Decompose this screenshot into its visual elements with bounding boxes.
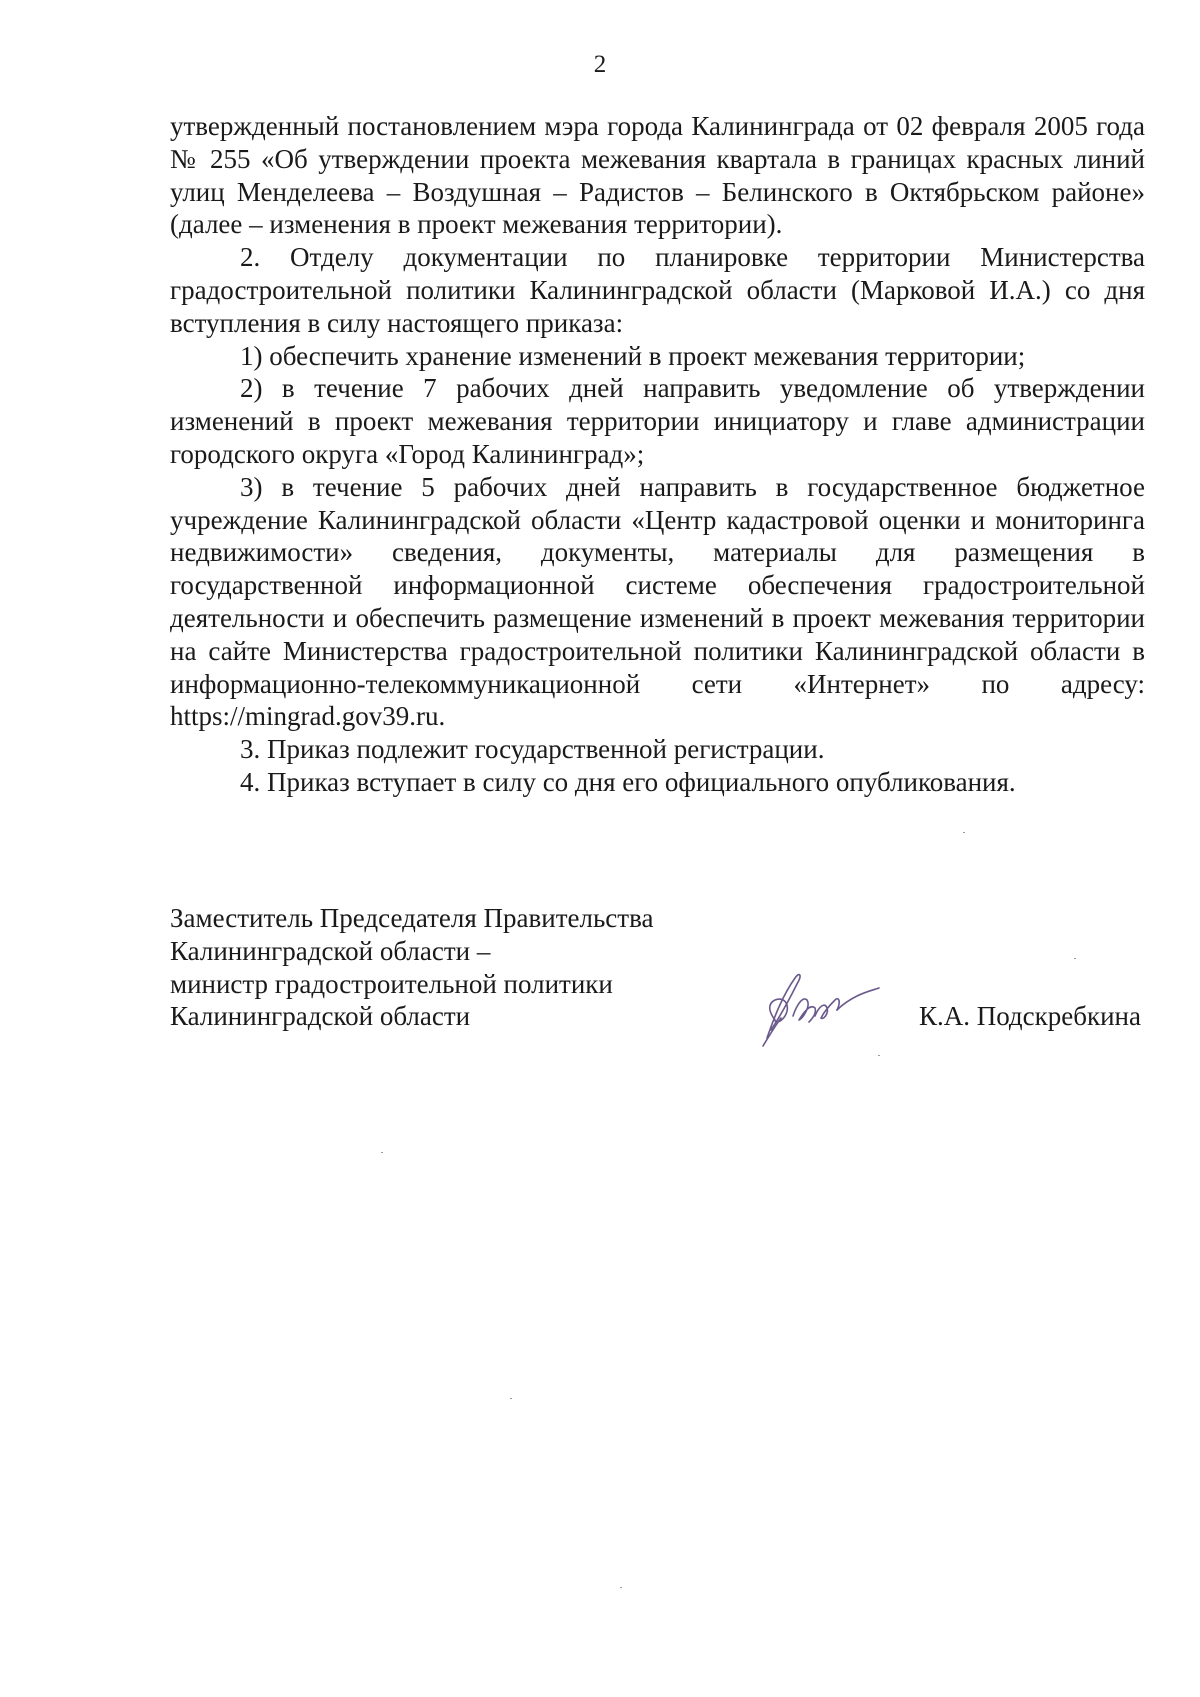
paragraph-item-4: 4. Приказ вступает в силу со дня его официального опубликования. xyxy=(240,766,1016,797)
paragraph-subitem-3: 3) в течение 5 рабочих дней направить в государственное бюджетное учреждение Калининградской области «Центр кадастровой оценки и мониторинга недвижимости» сведения, документы, материалы для размещения в государственной информационной системе обеспечения градостроительной деятельности и обеспечить размещение изменений в проект межевания территории на сайте Министерства градостроительной политики Калининградской области в информационно-телекоммуникационной сети «Интернет» по адресу: https://mingrad.gov39.ru. xyxy=(170,471,1145,732)
scan-speck xyxy=(381,1152,383,1153)
signer-title-line: министр градостроительной политики xyxy=(170,968,613,999)
paragraph-item-2: 2. Отделу документации по планировке территории Министерства градостроительной политики Калининградской области (Марковой И.А.) со дня вступления в силу настоящего приказа: xyxy=(170,242,1145,338)
document-body xyxy=(170,110,1145,799)
handwritten-signature-icon xyxy=(745,960,885,1050)
paragraph-subitem-1: 1) обеспечить хранение изменений в проект межевания территории; xyxy=(240,340,1026,371)
signer-title-line: Калининградской области xyxy=(170,1001,471,1032)
scan-speck xyxy=(1074,958,1076,959)
scan-speck xyxy=(620,1587,622,1588)
paragraph-continuation: утвержденный постановлением мэра города Калининграда от 02 февраля 2005 года № 255 «Об утверждении проекта межевания квартала в границах красных линий улиц Менделеева – Воздушная – Радистов – Белинского в Октябрьском районе» (далее – изменения в проект межевания территории). xyxy=(170,111,1145,240)
scan-speck xyxy=(510,1398,512,1399)
signature-block xyxy=(170,902,1145,1033)
page-number: 2 xyxy=(593,51,607,78)
signer-title-line: Калининградской области – xyxy=(170,935,491,966)
scan-speck xyxy=(963,832,965,833)
signer-title-line: Заместитель Председателя Правительства xyxy=(170,903,654,933)
signer-name: К.А. Подскребкина xyxy=(918,1001,1141,1031)
paragraph-subitem-2: 2) в течение 7 рабочих дней направить уведомление об утверждении изменений в проект межевания территории инициатору и главе администрации городского округа «Город Калининград»; xyxy=(170,373,1145,469)
scan-speck xyxy=(878,1055,880,1056)
paragraph-item-3: 3. Приказ подлежит государственной регистрации. xyxy=(240,734,825,765)
